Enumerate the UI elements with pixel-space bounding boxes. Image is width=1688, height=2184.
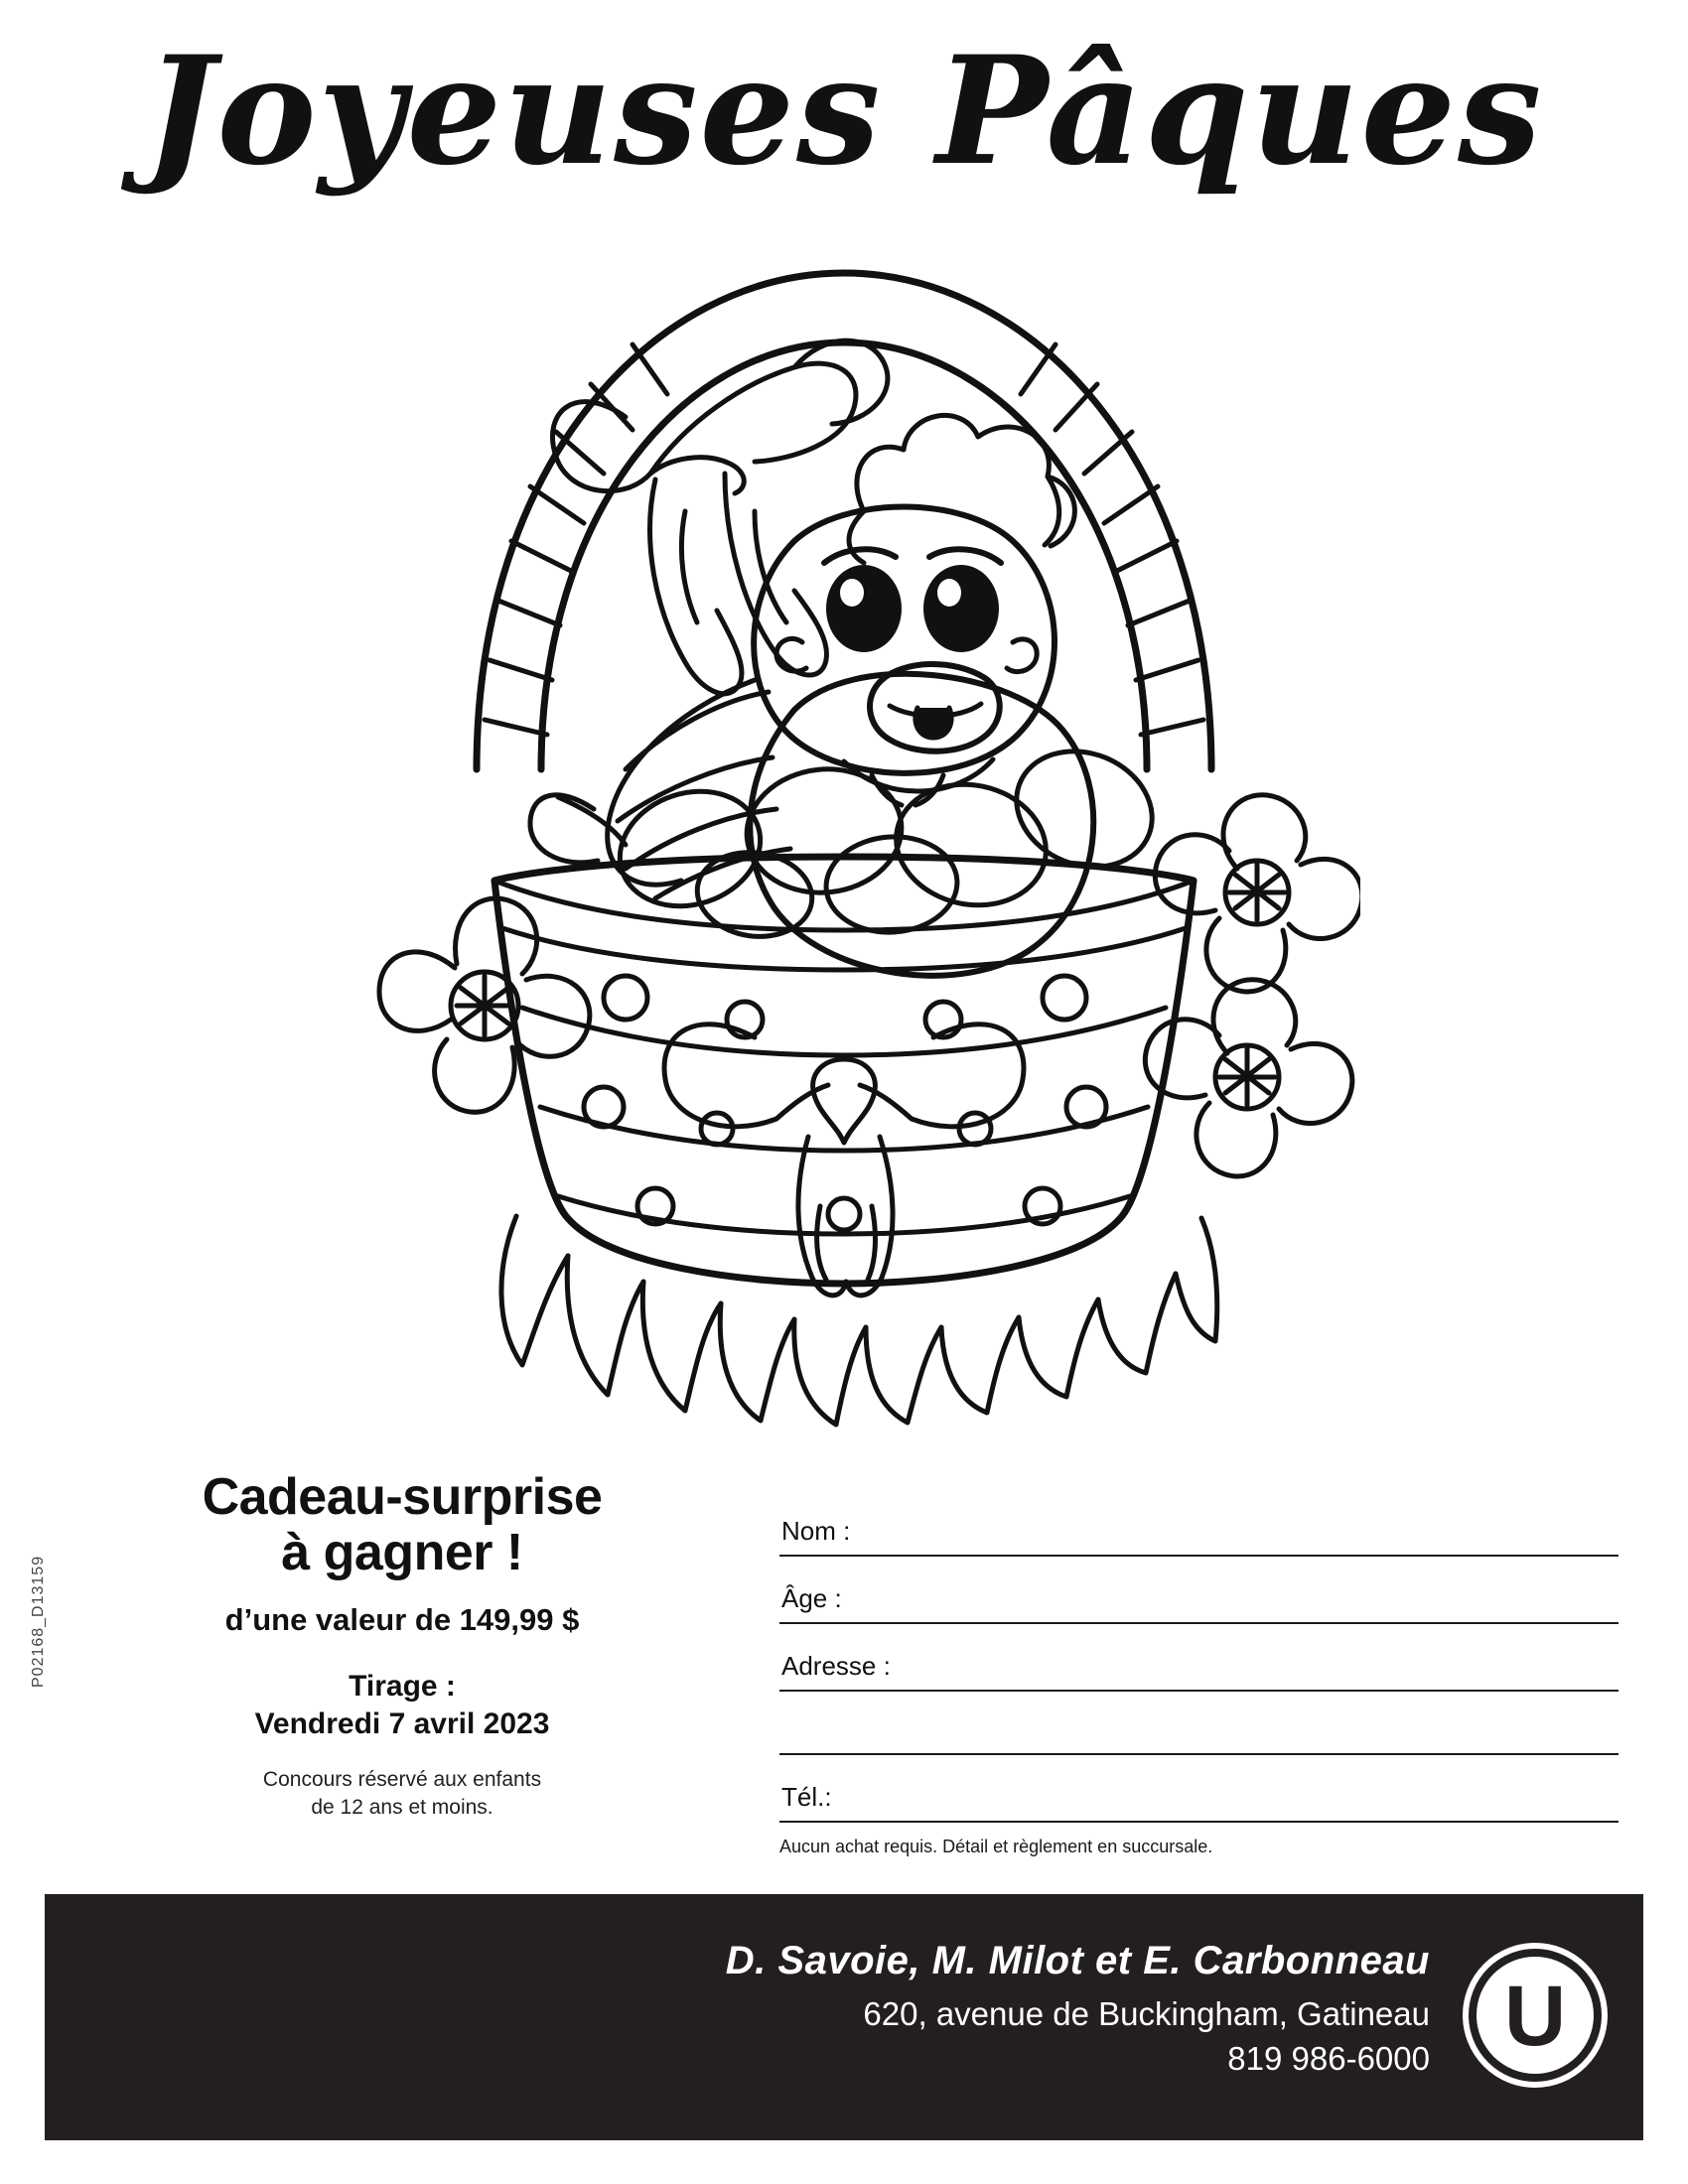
promo-note-line1: Concours réservé aux enfants <box>262 1768 542 1792</box>
form-row-tel[interactable] <box>779 1755 1618 1823</box>
form-label-nom: Nom : <box>781 1516 851 1546</box>
form-disclaimer: Aucun achat requis. Détail et règlement en succursale. <box>779 1837 1213 1856</box>
promo-draw-label: Tirage : <box>349 1670 456 1704</box>
promo-draw <box>94 1668 710 1742</box>
promo-headline-line2: à gagner ! <box>281 1524 523 1582</box>
svg-text:U: U <box>1503 1969 1567 2064</box>
promo-block <box>94 1469 710 1821</box>
footer-phone: 819 986-6000 <box>1227 2040 1430 2078</box>
print-code: P02168_D13159 <box>30 1555 47 1688</box>
form-row-nom[interactable] <box>779 1489 1618 1557</box>
entry-form <box>779 1489 1618 1857</box>
promo-value: d’une valeur de 149,99 $ <box>224 1602 580 1638</box>
form-row-adresse-second-line[interactable] <box>779 1692 1618 1755</box>
footer-address: 620, avenue de Buckingham, Gatineau <box>863 1995 1430 2032</box>
uniprix-logo-icon <box>1462 1942 1609 2089</box>
promo-note-line2: de 12 ans et moins. <box>311 1795 493 1819</box>
page-title: Joyeuses Pâques <box>144 24 1544 199</box>
footer-bar <box>45 1894 1643 2140</box>
promo-note <box>94 1766 710 1821</box>
promo-headline-line1: Cadeau-surprise <box>202 1468 603 1526</box>
promo-draw-date: Vendredi 7 avril 2023 <box>254 1706 550 1740</box>
form-label-age: Âge : <box>781 1583 842 1613</box>
promo-headline <box>94 1469 710 1580</box>
form-label-tel: Tél.: <box>781 1782 832 1812</box>
footer-store-names: D. Savoie, M. Milot et E. Carbonneau <box>725 1939 1430 1982</box>
form-label-adresse: Adresse : <box>781 1651 891 1681</box>
footer-store-info <box>726 1936 1430 2080</box>
form-row-age[interactable] <box>779 1557 1618 1624</box>
form-row-adresse[interactable] <box>779 1624 1618 1692</box>
easter-basket-illustration <box>328 213 1360 1444</box>
